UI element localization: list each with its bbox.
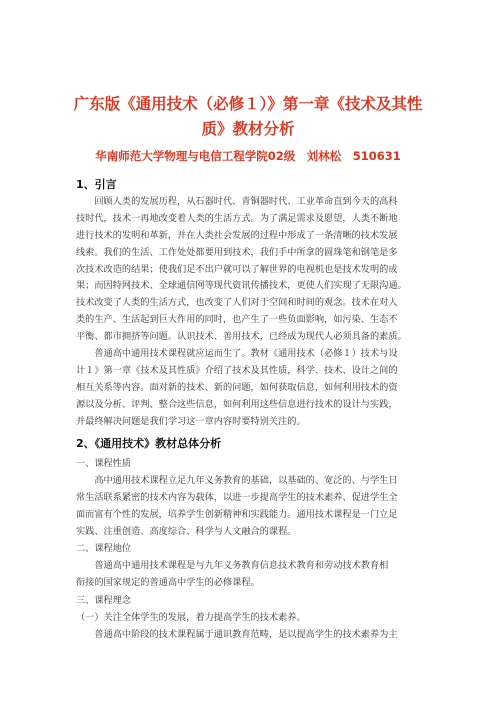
philosophy-paragraph [76,627,416,644]
text-line: 线索。我们的生活、工作处处都要用到技术，我们手中所拿的圆珠笔和钢笔是多 [76,246,398,258]
text-line: 普通高中通用技术课程就应运而生了。教材《通用技术（必修１）技术与设 [76,348,398,359]
text-line: 技术改变了人类的生活方式，也改变了人们对于空间和时间的观念。技术在对人 [76,297,398,309]
text-line: 普通高中通用技术课程是与九年义务教育信息技术教育和劳动技术教育相 [76,560,389,571]
course-nature-paragraph [76,473,416,541]
section-heading-intro: 1、引言 [76,178,117,191]
text-line: 进行技术的发明和革新，并在人类社会发展的过程中形成了一条清晰的技术发展 [76,229,398,241]
text-line: 常生活联系紧密的技术内容为载体，以进一步提高学生的技术素养、促进学生全 [76,491,398,503]
document-title-line2: 质》教材分析 [201,120,295,138]
subheading-philosophy-1: （一）关注全体学生的发展，着力提高学生的技术素养。 [76,612,306,623]
subheading-course-nature: 一、课程性质 [76,458,132,469]
document-title-line1: 广东版《通用技术（必修１）》第一章《技术及其性 [73,95,423,113]
text-line: 高中通用技术课程立足九年义务教育的基础，以基础的、宽泛的、与学生日 [76,475,398,486]
text-line: 实践、注重创造、高度综合、科学与人文融合的课程。 [76,525,297,537]
subheading-course-philosophy: 三、课程理念 [76,595,132,606]
intro-paragraph-2 [76,346,416,430]
text-line: 并最终解决问题是我们学习这一章内容时要特别关注的。 [76,415,306,427]
course-status-paragraph [76,558,416,592]
text-line: 平衡、都市拥挤等问题。认识技术、善用技术，已经成为现代人必须具备的素质。 [76,331,407,343]
text-line: 源以及分析、评判、整合这些信息，如何利用这些信息进行技术的设计与实践， [76,398,398,410]
text-line: 技时代，技术一再地改变着人类的生活方式。为了满足需求及愿望，人类不断地 [76,212,398,224]
text-line: 果；而因特网技术、全球通信网等现代资讯传播技术，更使人们实现了无限沟通。 [76,280,407,292]
text-line: 次技术改造的结果；使我们足不出户就可以了解世界的电视机也是技术发明的成 [76,263,398,275]
text-line: 回顾人类的发展历程，从石器时代、青铜器时代、工业革命直到今天的高科 [76,196,398,207]
text-line: 相互关系等内容。面对新的技术、新的问题，如何获取信息，如何利用技术的资 [76,381,398,393]
text-line: 衔接的国家规定的普通高中学生的必修课程。 [76,576,260,588]
text-line: 面而富有个性的发展，培养学生创新精神和实践能力。通用技术课程是一门立足 [76,508,398,520]
intro-paragraph-1 [76,194,416,346]
text-line: 计１》第一章《技术及其性质》介绍了技术及其性质，科学、技术、设计之间的 [76,364,398,376]
section-heading-overview: 2、《通用技术》教材总体分析 [76,437,222,450]
text-line: 类的生产、生活起到巨大作用的同时，也产生了一些负面影响，如污染、生态不 [76,314,398,326]
author-affiliation: 华南师范大学物理与电信工程学院02级 刘林松 510631 [95,149,401,163]
text-line: 普通高中阶段的技术课程属于通识教育范畴，是以提高学生的技术素养为主 [76,629,398,640]
subheading-course-status: 二、课程地位 [76,543,132,554]
